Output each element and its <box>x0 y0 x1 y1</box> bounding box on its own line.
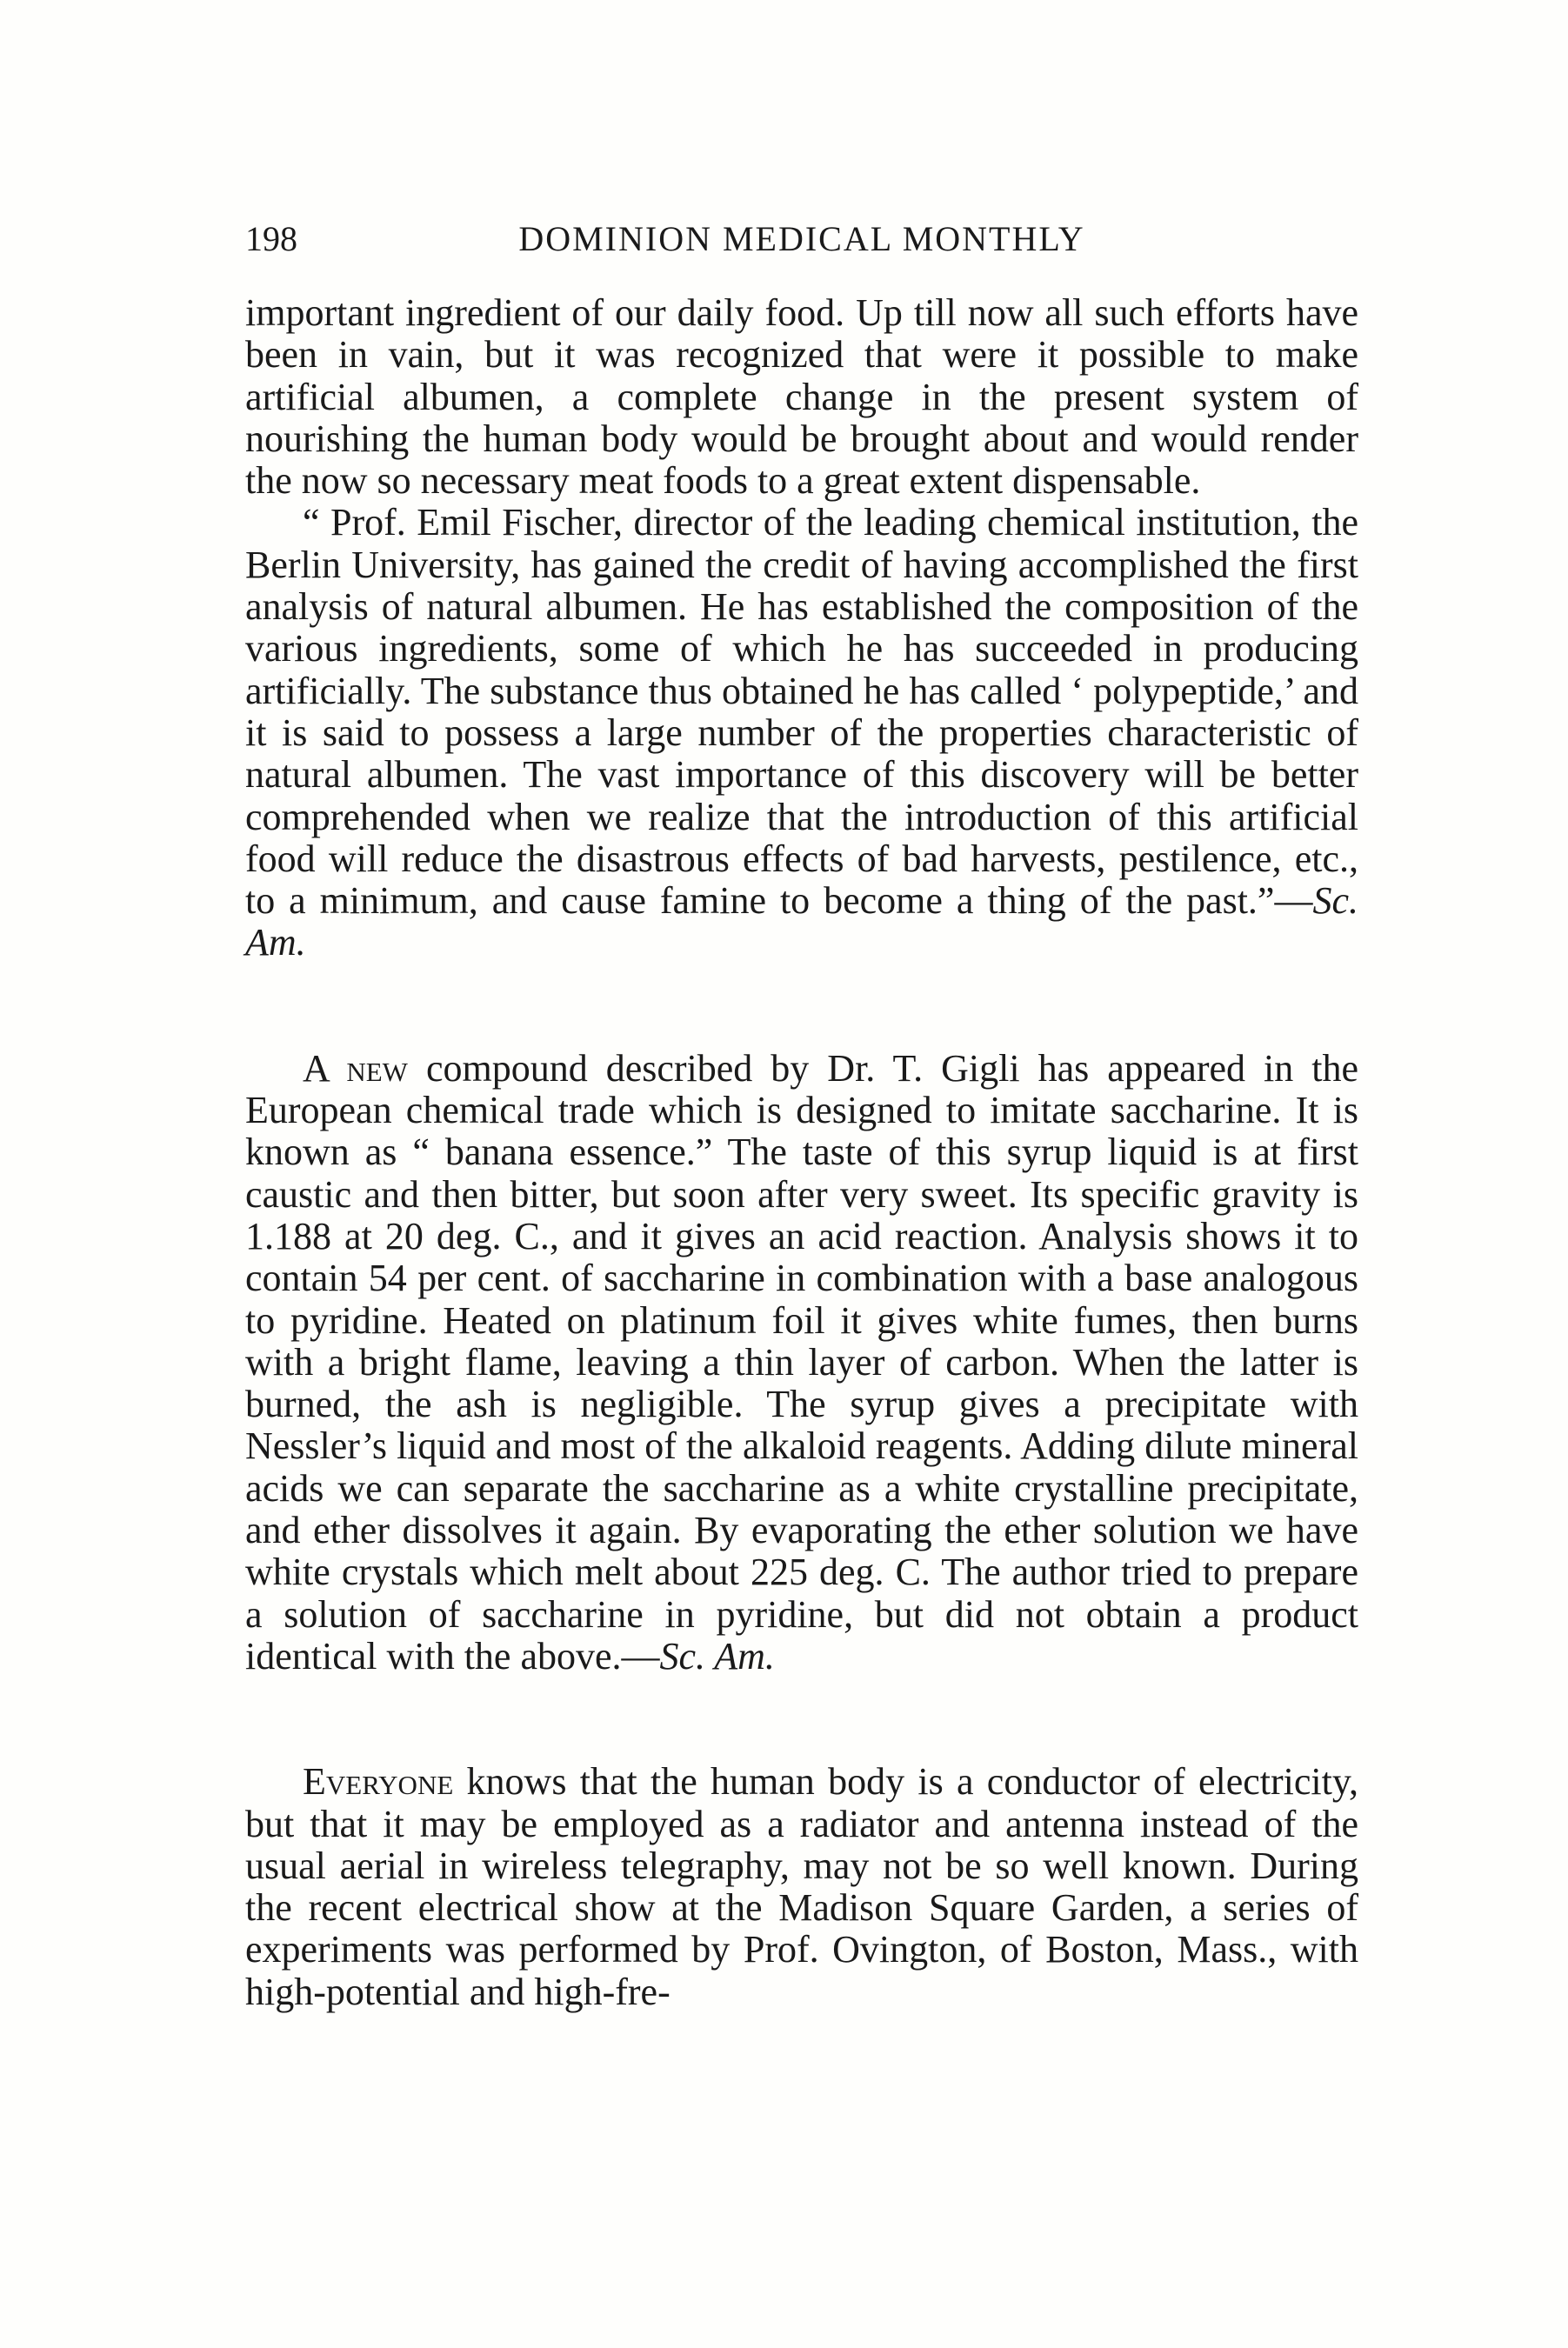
paragraph-banana-essence <box>245 1048 1358 1678</box>
running-head: DOMINION MEDICAL MONTHLY <box>518 219 1085 258</box>
lead-words: A new <box>303 1046 408 1090</box>
paragraph-albumen-continued <box>245 292 1358 502</box>
paragraph-text: knows that the human body is a conductor of electricity, but that it may be employed as a radiator and antenna instead of the usual aerial in wireless telegraphy, may not be so well known. During the recent electrical show at the Madison Square Garden, a series of experiments was performed by Prof. Ovington, of Boston, Mass., with high-potential and high-fre- <box>245 1760 1358 2013</box>
paragraph-human-antenna <box>245 1761 1358 2013</box>
source-citation: Sc. Am. <box>659 1634 775 1678</box>
paragraph-text: compound described by Dr. T. Gigli has appeared in the European chemical trade which is designed to imitate saccharine. It is known as “ banana essence.” The taste of this syrup liquid is at first caustic and then bitter, but soon after very sweet. Its specific gravity is 1.188 at 20 deg. C., and it gives an acid reaction. Analysis shows it to contain 54 per cent. of saccharine in combination with a base analogous to pyridine. Heated on platinum foil it gives white fumes, then burns with a bright flame, leaving a thin layer of carbon. When the latter is burned, the ash is negligible. The syrup gives a precipitate with Nessler’s liquid and most of the alkaloid reagents. Adding dilute mineral acids we can separate the saccharine as a white crystalline precipitate, and ether dissolves it again. By evaporating the ether solution we have white crystals which melt about 225 deg. C. The author tried to prepare a solution of saccharine in pyridine, but did not obtain a product identical with the above.— <box>245 1046 1358 1678</box>
body-text <box>245 292 1358 2013</box>
paragraph-fischer-quote <box>245 502 1358 964</box>
page-number: 198 <box>245 219 297 258</box>
source-citation: Sc. Am. <box>245 879 1358 964</box>
lead-words: Everyone <box>303 1760 454 1804</box>
page-header <box>245 217 1358 261</box>
paragraph-text: important ingredient of our daily food. Up till now all such efforts have been in vain, but it was recognized that were it possible to make artificial albumen, a complete change in the present system of nourishing the human body would be brought about and would render the now so necessary meat foods to a great extent dispensable. <box>245 291 1358 503</box>
paragraph-text: “ Prof. Emil Fischer, director of the leading chemical institution, the Berlin University, has gained the credit of having accomplished the first analysis of natural albumen. He has established the composition of the various ingredients, some of which he has succeeded in producing artificially. The substance thus obtained he has called ‘ polypeptide,’ and it is said to possess a large number of the properties characteristic of natural albumen. The vast importance of this discovery will be better comprehended when we realize that the introduction of this artificial food will reduce the disastrous effects of bad harvests, pestilence, etc., to a minimum, and cause famine to become a thing of the past.”— <box>245 501 1358 923</box>
